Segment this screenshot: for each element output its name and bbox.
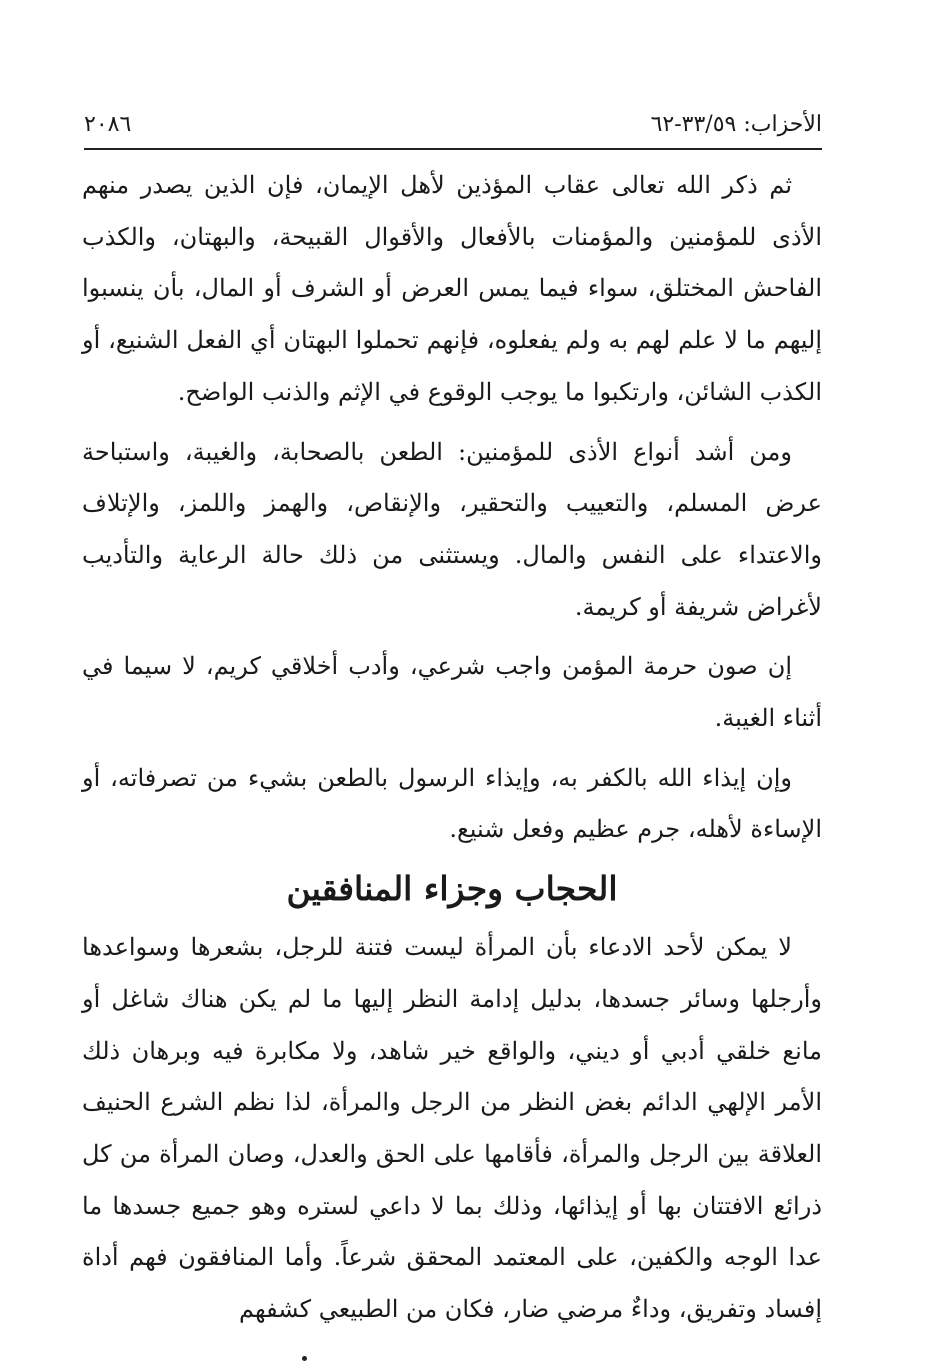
chapter-reference: الأحزاب: ٣٣/٥٩-٦٢ — [650, 111, 822, 137]
paragraph: ثم ذكر الله تعالى عقاب المؤذين لأهل الإيمان، فإن الذين يصدر منهم الأذى للمؤمنين والمؤمنات بالأفعال والأقوال القبيحة، والبهتان، والكذب الفاحش المختلق، سواء فيما يمس العرض أو الشرف أو المال، بأن ينسبوا إليهم ما لا علم لهم به ولم يفعلوه، فإنهم تحملوا البهتان أي الفعل الشنيع، أو الكذب الشائن، وارتكبوا ما يوجب الوقوع في الإثم والذنب الواضح. — [82, 171, 822, 406]
paragraph: ومن أشد أنواع الأذى للمؤمنين: الطعن بالصحابة، والغيبة، واستباحة عرض المسلم، والتعييب والتحقير، والإنقاص، والهمز واللمز، والإتلاف والاعتداء على النفس والمال. ويستثنى من ذلك حالة الرعاية والتأديب لأغراض شريفة أو كريمة. — [82, 437, 822, 621]
section-heading: الحجاب وجزاء المنافقين — [286, 869, 618, 909]
page-mark — [302, 1356, 307, 1361]
header-rule — [84, 148, 822, 150]
paragraph: لا يمكن لأحد الادعاء بأن المرأة ليست فتنة للرجل، بشعرها وسواعدها وأرجلها وسائر جسدها، بدليل إدامة النظر إليها ما لم يكن هناك شاغل أو مانع خلقي أدبي أو ديني، والواقع خير شاهد، ولا مكابرة فيه وبرهان ذلك الأمر الإلهي الدائم بغض النظر من الرجل والمرأة، لذا نظم الشرع الحنيف العلاقة بين الرجل والمرأة، فأقامها على الحق والعدل، وصان المرأة من كل ذرائع الافتتان بها أو إيذائها، وذلك بما لا داعي لستره وهو جميع جسدها ما عدا الوجه والكفين، على المعتمد المحقق شرعاً. وأما المنافقون فهم أداة إفساد وتفريق، وداءٌ مرضي ضار، فكان من الطبيعي كشفهم — [82, 933, 823, 1324]
paragraph: وإن إيذاء الله بالكفر به، وإيذاء الرسول بالطعن بشيء من تصرفاته، أو الإساءة لأهله، جرم عظيم وفعل شنيع. — [82, 763, 822, 844]
paragraph: إن صون حرمة المؤمن واجب شرعي، وأدب أخلاقي كريم، لا سيما في أثناء الغيبة. — [82, 652, 822, 733]
page-body — [82, 160, 822, 1336]
page-header — [84, 104, 822, 144]
page-number: ٢٠٨٦ — [84, 111, 132, 137]
